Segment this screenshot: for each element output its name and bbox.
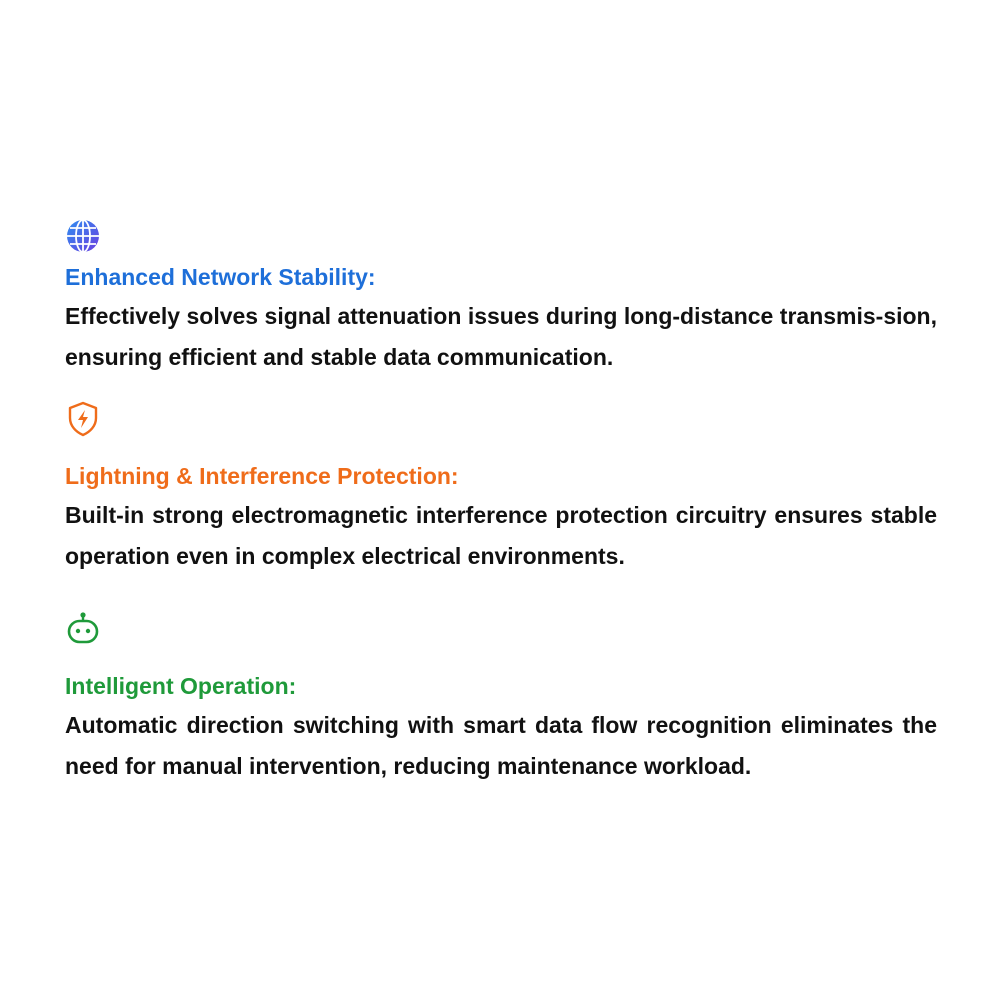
feature-description: Effectively solves signal attenuation issues during long-distance transmis-sion, ensuring efficient and stable data communication.: [65, 303, 937, 370]
feature-title: Enhanced Network Stability:: [65, 264, 376, 290]
feature-description: Automatic direction switching with smart data flow recognition eliminates the need for manual intervention, reducing maintenance workload.: [65, 712, 937, 779]
feature-lightning-protection: [65, 401, 937, 577]
feature-title: Lightning & Interference Protection:: [65, 463, 459, 489]
feature-intelligent-operation: [65, 610, 937, 787]
feature-network-stability: [65, 218, 937, 378]
robot-icon: [65, 610, 101, 646]
globe-icon: [65, 218, 101, 254]
feature-description: Built-in strong electromagnetic interference protection circuitry ensures stable operation even in complex electrical environments.: [65, 502, 937, 569]
lightning-shield-icon: [65, 401, 101, 437]
feature-title: Intelligent Operation:: [65, 673, 297, 699]
